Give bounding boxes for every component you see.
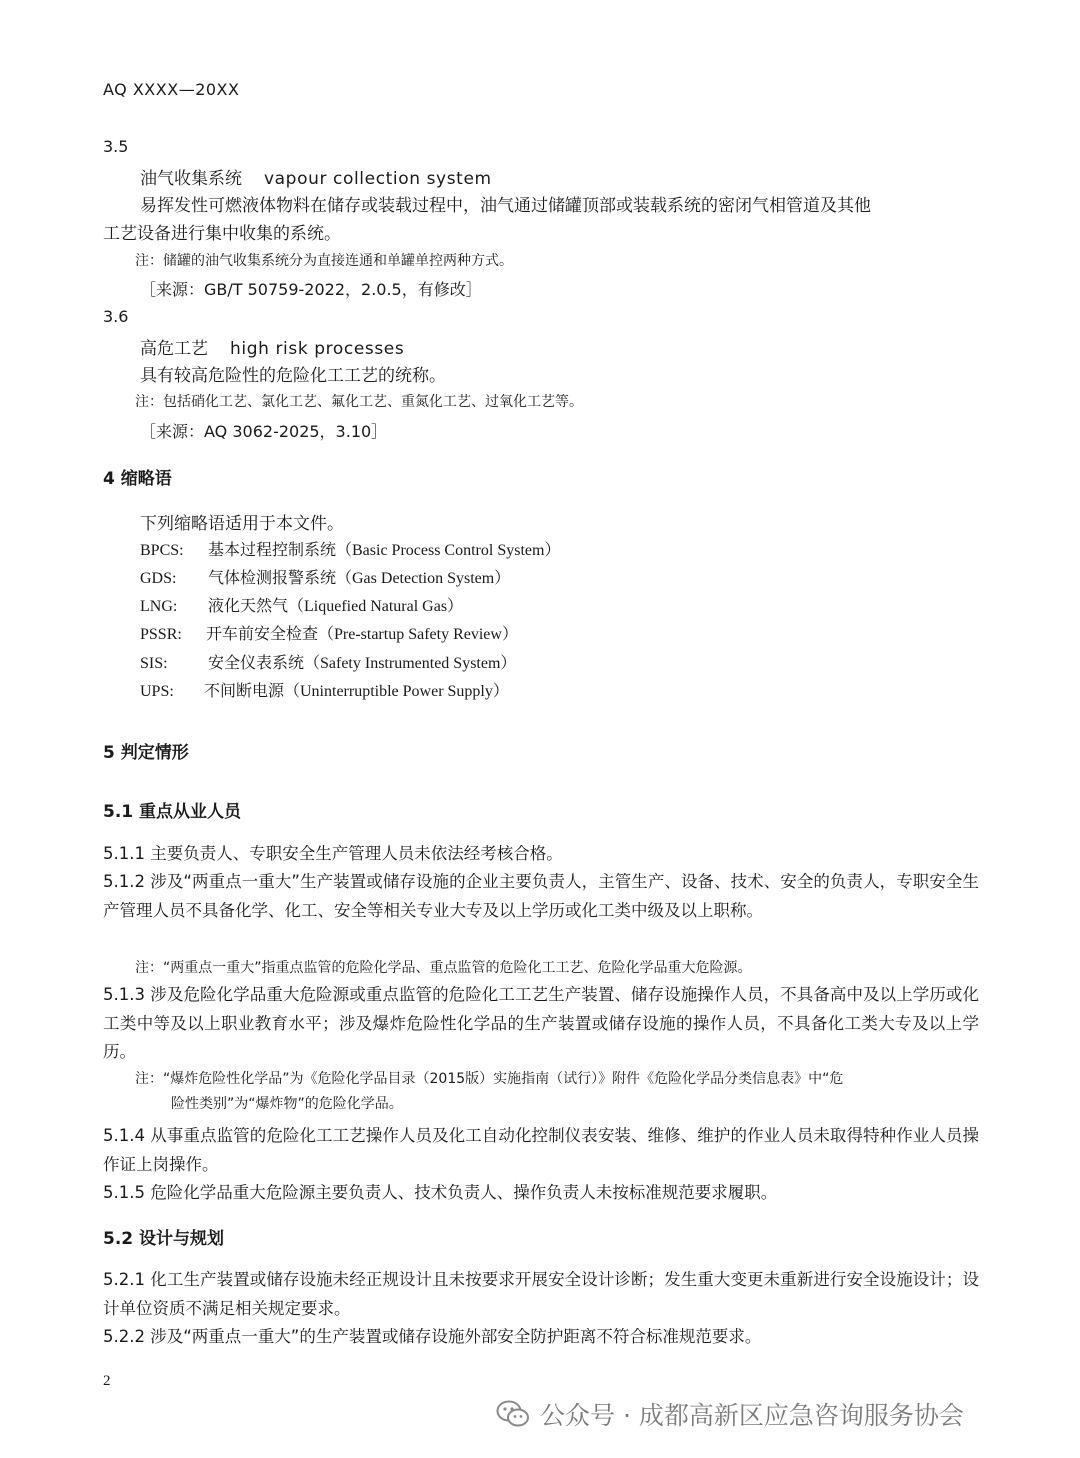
clause-paragraph: 5.1.4 从事重点监管的危险化工工艺操作人员及化工自动化控制仪表安装、维修、维护的作业人员未取得特种作业人员操作证上岗操作。 — [103, 1126, 979, 1174]
clause-paragraph: 5.2.2 涉及“两重点一重大”的生产装置或储存设施外部安全防护距离不符合标准规范要求。 — [103, 1327, 762, 1346]
abbr-text: 安全仪表系统（Safety Instrumented System） — [208, 655, 517, 672]
abbr-key: UPS: — [140, 683, 174, 700]
clause-paragraph: 5.1.5 危险化学品重大危险源主要负责人、技术负责人、操作负责人未按标准规范要求履职。 — [103, 1183, 778, 1202]
term-definition: 易挥发性可燃液体物料在储存或装载过程中，油气通过储罐顶部或装载系统的密闭气相管道及其他 — [140, 196, 871, 216]
clause-paragraph: 5.1.2 涉及“两重点一重大”生产装置或储存设施的企业主要负责人，主管生产、设备、技术、安全的负责人，专职安全生产管理人员不具备化学、化工、安全等相关专业大专及以上学历或化工类中级及以上职称。 — [103, 872, 979, 920]
section-heading: 5 判定情形 — [103, 743, 189, 763]
watermark-text: 公众号 · 成都高新区应急咨询服务协会 — [540, 1401, 964, 1430]
term-title — [140, 334, 404, 359]
abbr-item — [140, 678, 509, 701]
term-title — [140, 164, 492, 189]
term-title-en: high risk processes — [230, 339, 405, 359]
abbr-item — [140, 650, 516, 673]
abbr-text: 开车前安全检查（Pre-startup Safety Review） — [206, 626, 518, 643]
clause-paragraph: 5.1.3 涉及危险化学品重大危险源或重点监管的危险化工工艺生产装置、储存设施操作人员，不具备高中及以上学历或化工类中等及以上职业教育水平；涉及爆炸危险性化学品的生产装置或储存设施的操作人员，不具备化工类大专及以上学历。 — [103, 985, 979, 1061]
abbr-text: 基本过程控制系统（Basic Process Control System） — [208, 542, 561, 559]
abbr-text: 气体检测报警系统（Gas Detection System） — [208, 570, 511, 587]
term-title-en: vapour collection system — [264, 169, 492, 189]
abbr-item — [140, 621, 518, 644]
abbr-item — [140, 593, 463, 616]
clause-note — [135, 1067, 980, 1117]
abbr-key: SIS: — [140, 655, 168, 672]
page-number: 2 — [103, 1373, 111, 1389]
document-code: AQ XXXX—20XX — [103, 80, 240, 99]
clause-note: 注：“两重点一重大”指重点监管的危险化学品、重点监管的危险化工工艺、危险化学品重大危险源。 — [135, 960, 752, 976]
abbr-item — [140, 537, 560, 560]
abbr-text: 液化天然气（Liquefied Natural Gas） — [208, 598, 464, 615]
abbr-key: LNG: — [140, 598, 178, 615]
term-note: 注：包括硝化工艺、氯化工艺、氟化工艺、重氮化工艺、过氧化工艺等。 — [135, 394, 583, 410]
subsection-heading: 5.1 重点从业人员 — [103, 802, 242, 822]
term-definition: 具有较高危险性的危险化工工艺的统称。 — [140, 366, 446, 386]
abbr-item — [140, 565, 510, 588]
term-number: 3.5 — [103, 137, 129, 156]
clause-note-line: 险性类别”为“爆炸物”的危险化学品。 — [171, 1096, 403, 1112]
clause-note-line: 注：“爆炸危险性化学品”为《危险化学品目录（2015版）实施指南（试行）》附件《危险化学品分类信息表》中“危 — [135, 1071, 844, 1087]
term-definition-cont: 工艺设备进行集中收集的系统。 — [103, 224, 341, 244]
clause-paragraph: 5.1.1 主要负责人、专职安全生产管理人员未依法经考核合格。 — [103, 844, 563, 863]
term-note: 注：储罐的油气收集系统分为直接连通和单罐单控两种方式。 — [135, 253, 513, 269]
term-source: ［来源：GB/T 50759-2022，2.0.5，有修改］ — [140, 280, 482, 299]
wechat-icon — [496, 1399, 530, 1429]
subsection-heading: 5.2 设计与规划 — [103, 1229, 225, 1249]
watermark — [496, 1396, 964, 1432]
term-title-zh: 油气收集系统 — [140, 169, 242, 189]
abbr-key: PSSR: — [140, 626, 182, 643]
abbr-text: 不间断电源（Uninterruptible Power Supply） — [204, 683, 509, 700]
term-number: 3.6 — [103, 307, 129, 326]
abbr-key: BPCS: — [140, 542, 184, 559]
abbr-intro: 下列缩略语适用于本文件。 — [140, 514, 344, 534]
term-title-zh: 高危工艺 — [140, 339, 208, 359]
term-source: ［来源：AQ 3062-2025，3.10］ — [140, 422, 388, 441]
section-heading: 4 缩略语 — [103, 469, 172, 489]
abbr-key: GDS: — [140, 570, 177, 587]
clause-paragraph: 5.2.1 化工生产装置或储存设施未经正规设计且未按要求开展安全设计诊断；发生重大变更未重新进行安全设施设计；设计单位资质不满足相关规定要求。 — [103, 1270, 979, 1318]
